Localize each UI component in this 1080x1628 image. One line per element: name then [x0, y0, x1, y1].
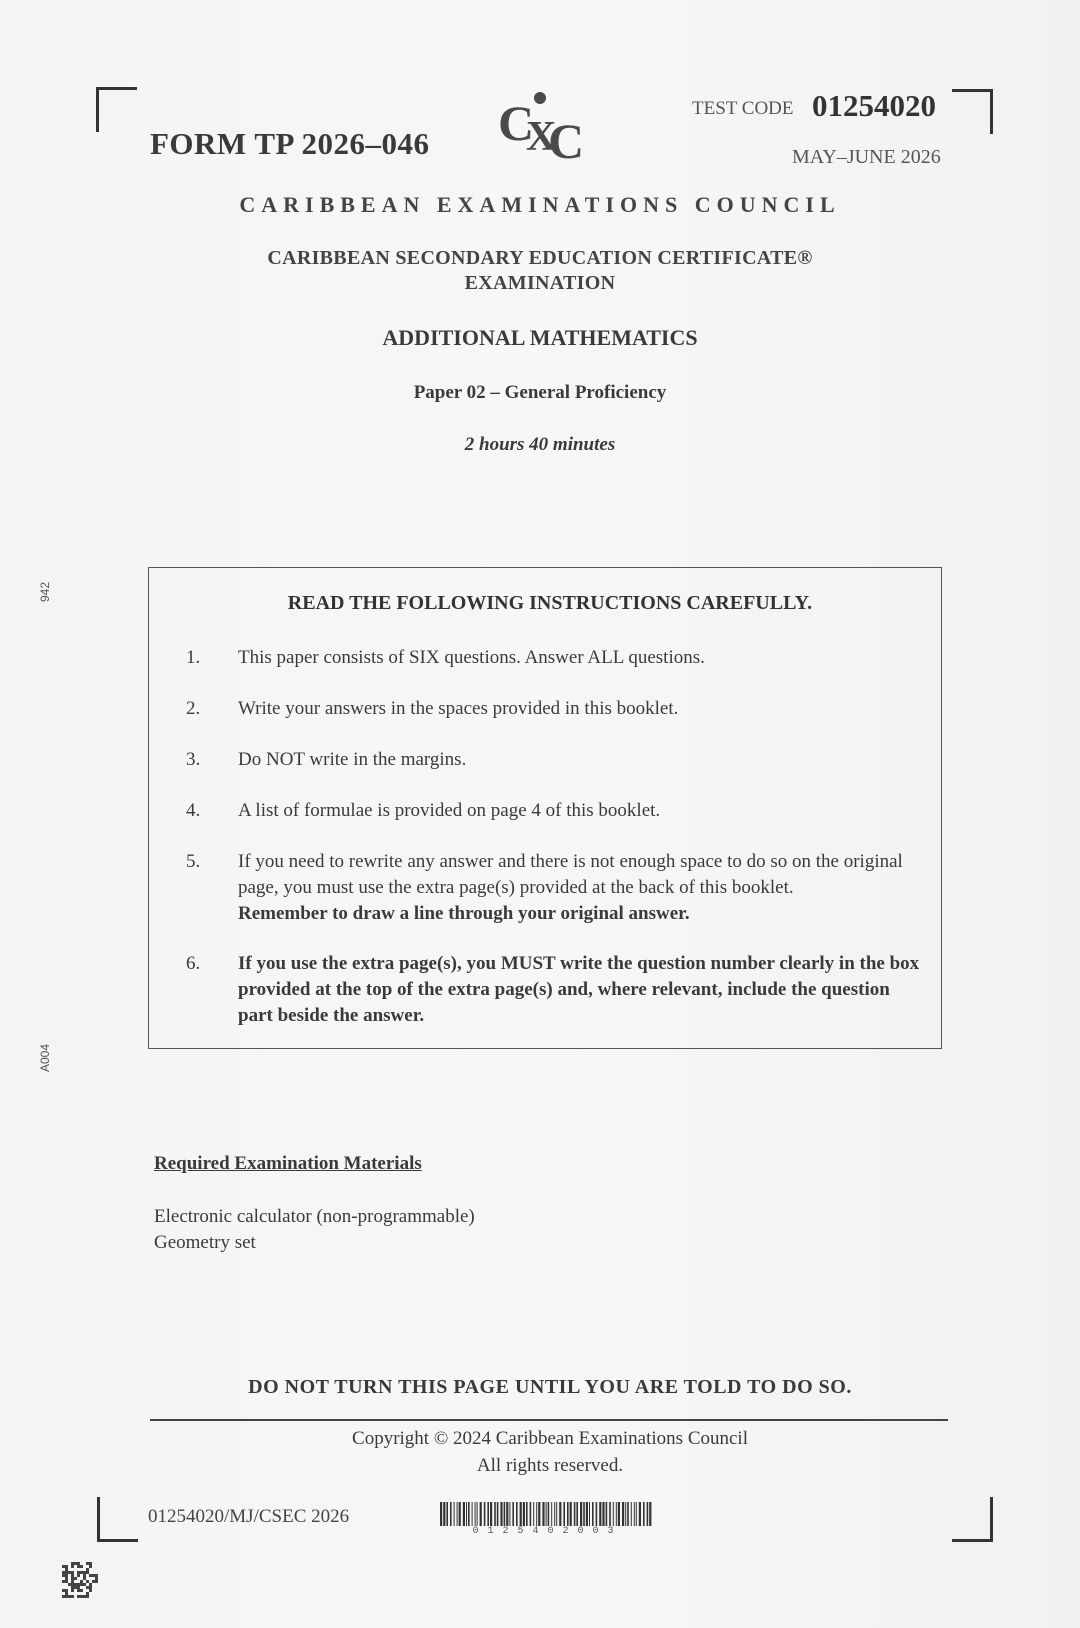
instruction-number: 3. [186, 749, 201, 770]
side-code-bottom: A004 [38, 1043, 52, 1072]
corner-mark-bottom-left [97, 1497, 138, 1542]
council-name: CARIBBEAN EXAMINATIONS COUNCIL [239, 192, 841, 217]
corner-mark-top-right [952, 89, 993, 134]
instruction-text-group [238, 849, 928, 927]
instruction-text: Do NOT write in the margins. [238, 749, 467, 770]
barcode-icon [440, 1502, 655, 1526]
test-code-value: 01254020 [812, 88, 936, 123]
instruction-text: If you need to rewrite any answer and there is not enough space to do so on the original page, you must use the extra page(s) provided at the back of this booklet. [238, 851, 903, 898]
cxc-logo-icon [496, 88, 592, 164]
instruction-text: If you use the extra page(s), you MUST write the question number clearly in the box provided at the top of the extra page(s) and, where relevant, include the question part beside the answer. [238, 953, 920, 1026]
barcode-digits: 0125402003 [472, 1526, 623, 1537]
copyright-text: Copyright © 2024 Caribbean Examinations Council [352, 1428, 748, 1449]
instructions-heading: READ THE FOLLOWING INSTRUCTIONS CAREFULLY. [287, 592, 813, 614]
qr-code-icon [62, 1562, 98, 1598]
instruction-number: 6. [186, 953, 201, 974]
instruction-number: 5. [186, 851, 201, 872]
instruction-text: Write your answers in the spaces provided in this booklet. [238, 698, 679, 719]
exam-name-line2: EXAMINATION [464, 272, 616, 294]
materials-heading: Required Examination Materials [154, 1153, 422, 1174]
instruction-number: 2. [186, 698, 201, 719]
instruction-emphasis: Remember to draw a line through your original answer. [238, 903, 690, 924]
exam-session: MAY–JUNE 2026 [792, 146, 941, 168]
footer-divider [150, 1419, 948, 1421]
paper-code: 01254020/MJ/CSEC 2026 [148, 1506, 350, 1527]
svg-text:C: C [498, 95, 535, 151]
exam-name-line1: CARIBBEAN SECONDARY EDUCATION CERTIFICATE® [267, 247, 813, 269]
material-item: Geometry set [154, 1232, 256, 1253]
material-item: Electronic calculator (non-programmable) [154, 1206, 475, 1227]
instruction-text: This paper consists of SIX questions. Answer ALL questions. [238, 647, 705, 668]
side-code-top: 942 [38, 581, 52, 602]
instruction-number: 1. [186, 647, 201, 668]
paper-title: Paper 02 – General Proficiency [413, 382, 667, 403]
instruction-text: A list of formulae is provided on page 4 of this booklet. [238, 800, 661, 821]
do-not-turn-warning: DO NOT TURN THIS PAGE UNTIL YOU ARE TOLD TO DO SO. [248, 1376, 852, 1398]
svg-text:X: X [526, 114, 557, 160]
corner-mark-top-left [96, 87, 137, 132]
rights-text: All rights reserved. [476, 1455, 624, 1476]
svg-text:C: C [548, 113, 585, 164]
form-code: FORM TP 2026–046 [150, 126, 430, 161]
subject-title: ADDITIONAL MATHEMATICS [382, 325, 698, 350]
instruction-number: 4. [186, 800, 201, 821]
corner-mark-bottom-right [952, 1497, 993, 1542]
test-code-label: TEST CODE [692, 98, 794, 119]
exam-duration: 2 hours 40 minutes [464, 434, 616, 455]
